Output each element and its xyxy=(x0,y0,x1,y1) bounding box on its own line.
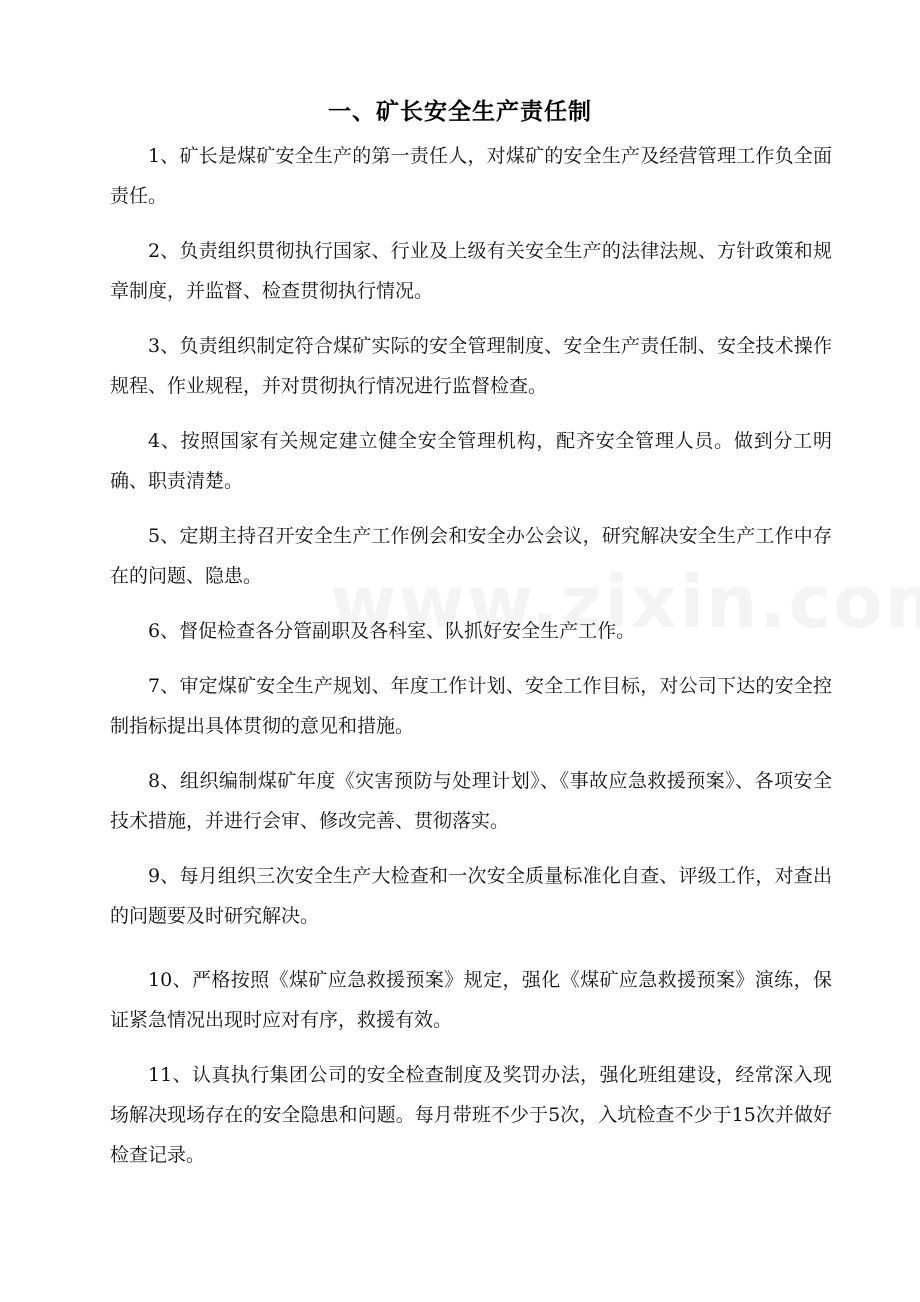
paragraph-11: 11、认真执行集团公司的安全检查制度及奖罚办法，强化班组建设，经常深入现场解决现场存在的安全隐患和问题。每月带班不少于5次，入坑检查不少于15次并做好检查记录。 xyxy=(110,1064,832,1166)
paragraph-2: 2、负责组织贯彻执行国家、行业及上级有关安全生产的法律法规、方针政策和规章制度，并监督、检查贯彻执行情况。 xyxy=(110,240,832,302)
paragraph-5: 5、定期主持召开安全生产工作例会和安全办公会议，研究解决安全生产工作中存在的问题、隐患。 xyxy=(110,525,832,587)
paragraph-6: 6、督促检查各分管副职及各科室、队抓好安全生产工作。 xyxy=(148,620,636,642)
paragraph-4: 4、按照国家有关规定建立健全安全管理机构，配齐安全管理人员。做到分工明确、职责清楚。 xyxy=(110,430,832,492)
paragraph-3: 3、负责组织制定符合煤矿实际的安全管理制度、安全生产责任制、安全技术操作规程、作业规程，并对贯彻执行情况进行监督检查。 xyxy=(110,335,832,397)
paragraph-8: 8、组织编制煤矿年度《灾害预防与处理计划》、《事故应急救援预案》、各项安全技术措施，并进行会审、修改完善、贯彻落实。 xyxy=(110,770,832,832)
paragraph-10: 10、严格按照《煤矿应急救援预案》规定，强化《煤矿应急救援预案》演练，保证紧急情况出现时应对有序，救援有效。 xyxy=(110,969,832,1031)
paragraph-9: 9、每月组织三次安全生产大检查和一次安全质量标准化自查、评级工作，对查出的问题要及时研究解决。 xyxy=(110,865,832,927)
page-title: 一、矿长安全生产责任制 xyxy=(328,99,592,125)
paragraph-7: 7、审定煤矿安全生产规划、年度工作计划、安全工作目标，对公司下达的安全控制指标提出具体贯彻的意见和措施。 xyxy=(110,675,832,737)
paragraph-1: 1、矿长是煤矿安全生产的第一责任人，对煤矿的安全生产及经营管理工作负全面责任。 xyxy=(110,145,832,207)
document-body xyxy=(110,136,832,1190)
